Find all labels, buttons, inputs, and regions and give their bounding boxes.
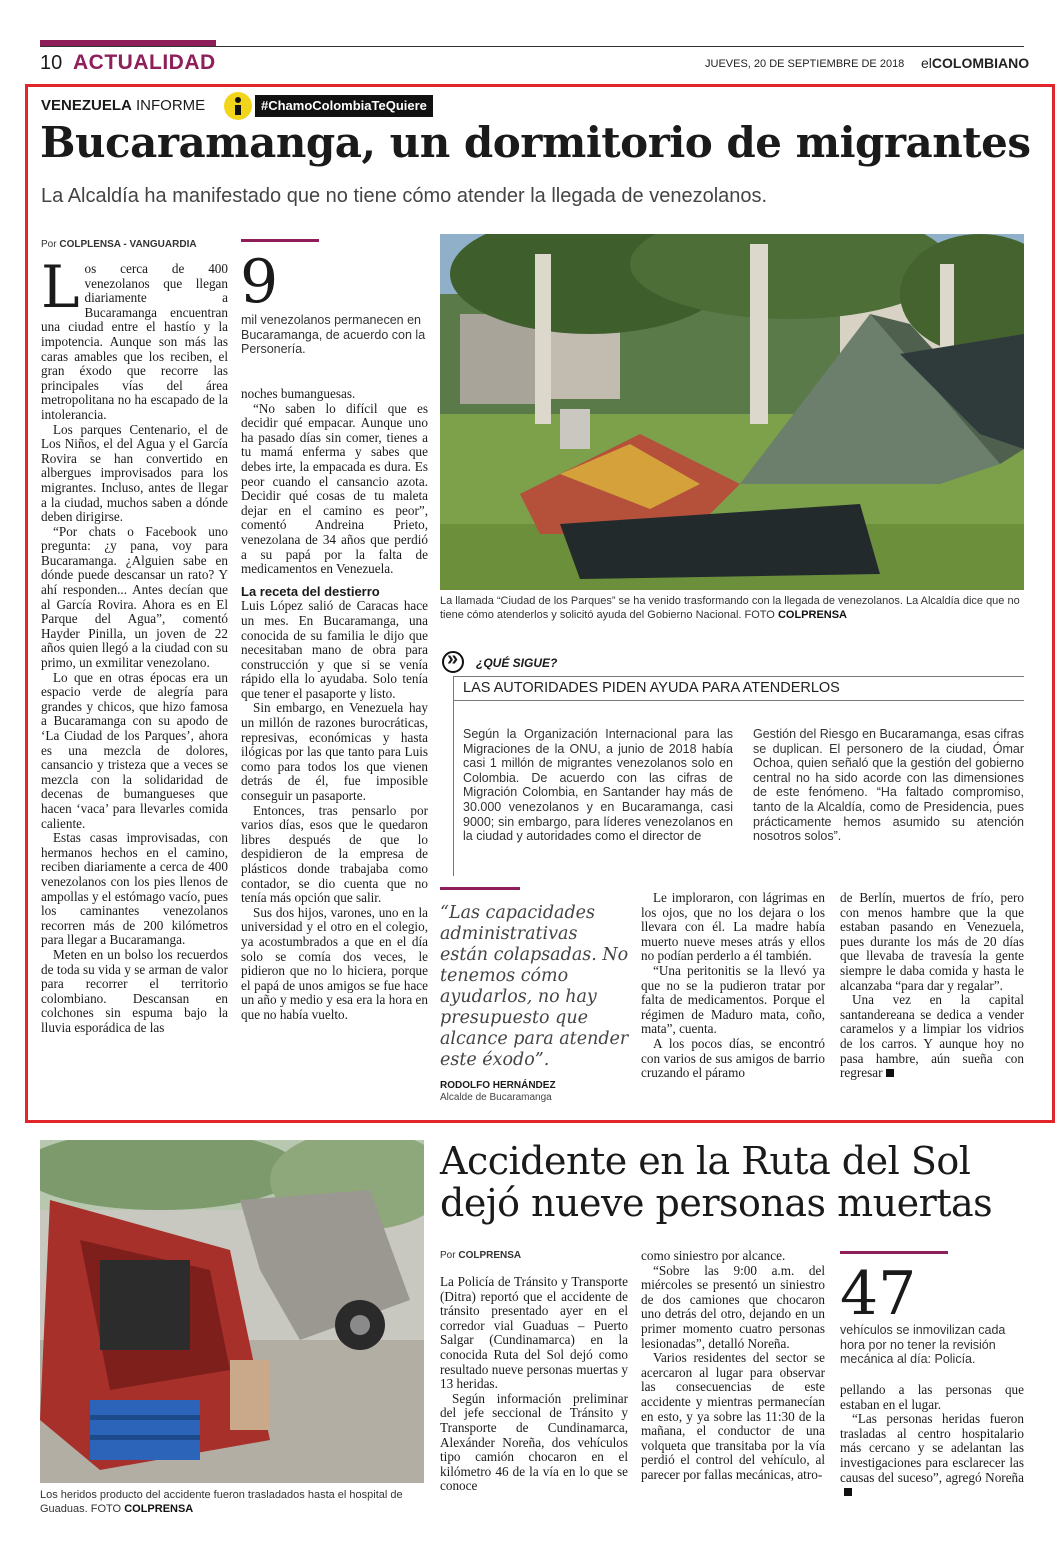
stat-number: 9 bbox=[240, 247, 279, 317]
que-sigue-rule-top bbox=[453, 676, 1024, 677]
accident-photo-caption bbox=[40, 1489, 424, 1516]
quote-author: RODOLFO HERNÁNDEZ bbox=[440, 1080, 556, 1091]
paragraph: Según información preliminar del jefe seccional de Tránsito y Transporte de Cundinamarca, Alexánder Noreña, dos vehículos tipo camión chocaron en el kilómetro 46 de la vía en lo que se conoce bbox=[440, 1390, 628, 1494]
photo-credit: COLPRENSA bbox=[777, 608, 847, 621]
credit-prefix: FOTO bbox=[744, 608, 778, 621]
byline-prefix: Por bbox=[440, 1250, 459, 1261]
accident-photo-art bbox=[40, 1140, 424, 1483]
paragraph-text: Una vez en la capital santandereana se dedica a vender caramelos y a limpiar los vidrios de los carros. Y aunque hoy no pasa hambre, aún sueña con regresar bbox=[840, 992, 1024, 1081]
article2-byline bbox=[440, 1250, 521, 1261]
person-icon bbox=[224, 92, 252, 120]
article2-column-2 bbox=[641, 1249, 825, 1483]
stat-description: vehículos se inmovilizan cada hora por no tener la revisión mecánica al día: Policía. bbox=[840, 1323, 1006, 1366]
masthead bbox=[921, 55, 1029, 71]
paragraph-text: os cerca de 400 venezolanos que llegan diariamente a Bucaramanga encuentran una ciudad entre el hastío y la impotencia. Aunque son más las caras amables que los reciben, el gran éxodo que recorre las principales vías del área metropolitana no ha escapado de la intolerancia. bbox=[41, 261, 228, 422]
paragraph bbox=[840, 1412, 1024, 1500]
que-sigue-title: LAS AUTORIDADES PIDEN AYUDA PARA ATENDERLOS bbox=[463, 680, 840, 696]
end-mark-icon bbox=[886, 1069, 894, 1077]
photo-caption bbox=[440, 595, 1024, 622]
paragraph: Luis López salió de Caracas hace un mes. En Bucaramanga, una conocida de su familia le dijo que necesitaban mano de obra para construcción y que si se venía rápido ella lo ayudaba. Solo tenía que tener el pasaporte y listo. bbox=[241, 598, 428, 701]
article-kicker bbox=[41, 97, 205, 114]
kicker-topic: VENEZUELA bbox=[41, 97, 132, 114]
paragraph: Los parques Centenario, el de Los Niños, el del Agua y el García Rovira se han convertido en albergues improvisados para los migrantes. Incluso, antes de llegar a la ciudad, muchos saben a dónde deben dirigirse. bbox=[41, 421, 228, 525]
credit-prefix: FOTO bbox=[90, 1502, 125, 1515]
section-name: ACTUALIDAD bbox=[73, 51, 216, 74]
paragraph: La Policía de Tránsito y Transporte (Ditra) reportó que el accidente de tránsito presentado ayer en el corredor vial Guaduas – Puerto Salgar (Cundinamarca) en la conocida Ruta del Sol dejó como resultado nueve personas muertas y 13 heridas. bbox=[440, 1274, 628, 1392]
paragraph: “Una peritonitis se la llevó ya que no se la pudieron tratar por falta de medicamentos. Porque el régimen de Maduro mata, coño, mata”, cuenta. bbox=[641, 962, 825, 1037]
header-rule bbox=[40, 46, 1024, 47]
que-sigue-rule-bottom bbox=[453, 700, 1024, 701]
paragraph: “No saben lo difícil que es decidir qué empacar. Aunque uno ha pasado días sin comer, tienes a tu mamá enferma y sabes que debes irte, la empacada es dura. Es peor cuando el cansancio azota. Decidir qué cosas de tu maleta dejar en el camino es peor”, comentó Andreina Prieto, venezolana de 34 años que perdió a su papá por la falta de medicamentos en Venezuela. bbox=[241, 400, 428, 577]
kicker-type: INFORME bbox=[131, 97, 206, 114]
byline-name: COLPLENSA - VANGUARDIA bbox=[59, 239, 197, 250]
article2-column-1 bbox=[440, 1275, 628, 1494]
paragraph: Estas casas improvisadas, con hermanos hechos en el camino, reciben diariamente a cerca de 400 venezolanos con los pies llenos de ampollas y el estómago vacío, pues los caminantes venezolanos recorren más de 200 kilómetros para llegar a Bucaramanga. bbox=[41, 830, 228, 948]
paragraph: pellando a las personas que estaban en el lugar. bbox=[840, 1382, 1024, 1412]
stat-description: mil venezolanos permanecen en Bucaramanga, de acuerdo con la Personería. bbox=[241, 313, 426, 356]
article2-column-3 bbox=[840, 1383, 1024, 1500]
park-camp-photo bbox=[440, 234, 1024, 590]
paragraph: Lo que en otras épocas era un espacio verde de alegría para grandes y chicos, que hizo famosa a Bucaramanga con su apodo de ‘La Ciudad de los Parques’, ahora es una mezcla de dolores, cansancio y tristeza que a veces se mezcla con la solidaridad de decenas de bumangueses que hacen ‘vaca’ para llevarles comida caliente. bbox=[41, 669, 228, 831]
article-column-2 bbox=[241, 387, 428, 1023]
stat-accent-bar bbox=[241, 239, 319, 242]
article-column-3 bbox=[641, 891, 825, 1081]
quote-author-role: Alcalde de Bucaramanga bbox=[440, 1092, 552, 1103]
accident-photo bbox=[40, 1140, 424, 1483]
byline-prefix: Por bbox=[41, 239, 60, 250]
stat-number: 47 bbox=[840, 1259, 917, 1329]
caption-text: La llamada “Ciudad de los Parques” se ha venido trasformando con la llegada de venezolanos. La Alcaldía dice que no tiene cómo atenderlos y solicitó ayuda del Gobierno Nacional. bbox=[440, 595, 1020, 621]
paragraph bbox=[41, 253, 228, 423]
article2-headline bbox=[440, 1140, 992, 1224]
article-byline bbox=[41, 239, 197, 250]
que-sigue-column-2: Gestión del Riesgo en Bucaramanga, esas cifras se duplican. El personero de la ciudad, Ómar Ochoa, quien señaló que la gestión del gobierno central no ha sido acorde con las dimensiones de este fenómeno. “Ha faltado compromiso, tanto de la Alcaldía, como de Presidencia, pues prácticamente hemos asumido su atención nosotros solos”. bbox=[753, 727, 1024, 844]
masthead-prefix: el bbox=[921, 55, 932, 71]
article-deck: La Alcaldía ha manifestado que no tiene cómo atender la llegada de venezolanos. bbox=[41, 185, 768, 207]
paragraph: noches bumanguesas. bbox=[241, 386, 356, 401]
byline-name: COLPRENSA bbox=[458, 1250, 522, 1261]
issue-date: JUEVES, 20 DE SEPTIEMBRE DE 2018 bbox=[705, 58, 905, 70]
headline-line-1: Accidente en la Ruta del Sol bbox=[440, 1139, 971, 1183]
paragraph: de Berlín, muertos de frío, pero con menos hambre que la que estaban pasando en Venezuela, pues durante los más de 20 días que llevaba de travesía la gente siempre le daba comida y hasta le alcanzaba “para dar y regalar”. bbox=[840, 890, 1024, 993]
drop-cap: L bbox=[41, 253, 80, 321]
park-camp-photo-art bbox=[440, 234, 1024, 590]
photo-credit: COLPRENSA bbox=[124, 1502, 194, 1515]
article-column-4 bbox=[840, 891, 1024, 1081]
headline-line-2: dejó nueve personas muertas bbox=[440, 1181, 993, 1225]
article-headline: Bucaramanga, un dormitorio de migrantes bbox=[40, 118, 1031, 167]
hashtag-badge: #ChamoColombiaTeQuiere bbox=[255, 95, 433, 117]
page-number: 10 bbox=[40, 52, 63, 74]
stat-accent-bar bbox=[840, 1251, 948, 1254]
paragraph: Sus dos hijos, varones, uno en la universidad y el otro en el colegio, ya acostumbrados a que en el día solo se comía dos veces, le pidieron que no lo hiciera, porque el papá de unos amigos se fue hace un año y medio y esa era la hora en que no había vuelto. bbox=[241, 904, 428, 1022]
article-column-1 bbox=[41, 253, 228, 1035]
paragraph bbox=[840, 993, 1024, 1081]
paragraph: A los pocos días, se encontró con varios de sus amigos de barrio cruzando el páramo bbox=[641, 1035, 825, 1081]
forward-arrows-icon bbox=[442, 651, 464, 673]
que-sigue-column-1: Según la Organización Internacional para las Migraciones de la ONU, a junio de 2018 había casi 1 millón de migrantes venezolanos solo en Colombia. De acuerdo con las cifras de Migración Colombia, en Santander hay más de 30.000 venezolanos y en Bucaramanga, casi 9000; sin embargo, para líderes venezolanos en la ciudad y autoridades como el director de bbox=[463, 727, 733, 844]
masthead-name: COLOMBIANO bbox=[931, 55, 1030, 71]
paragraph: Meten en un bolso los recuerdos de toda su vida y se arman de valor para recorrer el territorio colombiano. Descansan en colchones sin espuma bajo la lluvia esporádica de las bbox=[41, 946, 228, 1035]
que-sigue-rule-left bbox=[453, 676, 454, 876]
quote-accent-bar bbox=[440, 887, 520, 890]
paragraph: Sin embargo, en Venezuela hay un millón de razones burocráticas, represivas, económicas y hasta ilógicas por las que tanto para Luis como para todos los que vienen detrás de él, fue imposible conseguir un pasaporte. bbox=[241, 700, 428, 804]
end-mark-icon bbox=[844, 1488, 852, 1496]
caption-text: Los heridos producto del accidente fueron trasladados hasta el hospital de Guaduas. bbox=[40, 1489, 403, 1515]
paragraph: como siniestro por alcance. bbox=[641, 1248, 786, 1263]
paragraph: Le imploraron, con lágrimas en los ojos, que no los dejara o los llevara con él. La madre había muerto nueve meses atrás y ellos no podían perderlo a él también. bbox=[641, 890, 825, 964]
que-sigue-label: ¿QUÉ SIGUE? bbox=[476, 656, 558, 670]
paragraph: Entonces, tras pensarlo por varios días, esos que le quedaron libres después de que lo despidieron de la empresa de plásticos donde trabajaba como contador, se dio cuenta que no tenía más opción que salir. bbox=[241, 802, 428, 906]
section-subhead: La receta del destierro bbox=[241, 583, 380, 599]
paragraph: Varios residentes del sector se acercaron al lugar para observar las consecuencias de este accidente y mientras permanecían en esto, y ya sobre las 11:30 de la mañana, el conductor de una volqueta que transitaba por la vía perdió el control del vehículo, al parecer por fallas mecánicas, atro- bbox=[641, 1350, 825, 1482]
paragraph: “Sobre las 9:00 a.m. del miércoles se presentó un siniestro de dos camiones que chocaron uno detrás del otro, dejando en un primer momento cuatro personas lesionadas”, detalló Noreña. bbox=[641, 1262, 825, 1351]
pull-quote: “Las capacidades administrativas están colapsadas. No tenemos cómo ayudarlos, no hay presupuesto que alcance para atender este éxodo”. bbox=[440, 903, 629, 1070]
paragraph-text: “Las personas heridas fueron trasladas al centro hospitalario más cercano y se adelantan las investigaciones para esclarecer las causas del suceso”, agregó Noreña bbox=[840, 1411, 1024, 1485]
paragraph: “Por chats o Facebook uno pregunta: ¿y pana, voy para Bucaramanga. ¿Alguien sabe en dónde puede descansar un rato? Y ahí responden... Antes decían que al García Rovira. Ahora es en El Parque del Agua”, comentó Hayder Pinilla, un joven de 22 años quien llegó a la ciudad con su primo, un exmilitar venezolano. bbox=[41, 523, 228, 671]
